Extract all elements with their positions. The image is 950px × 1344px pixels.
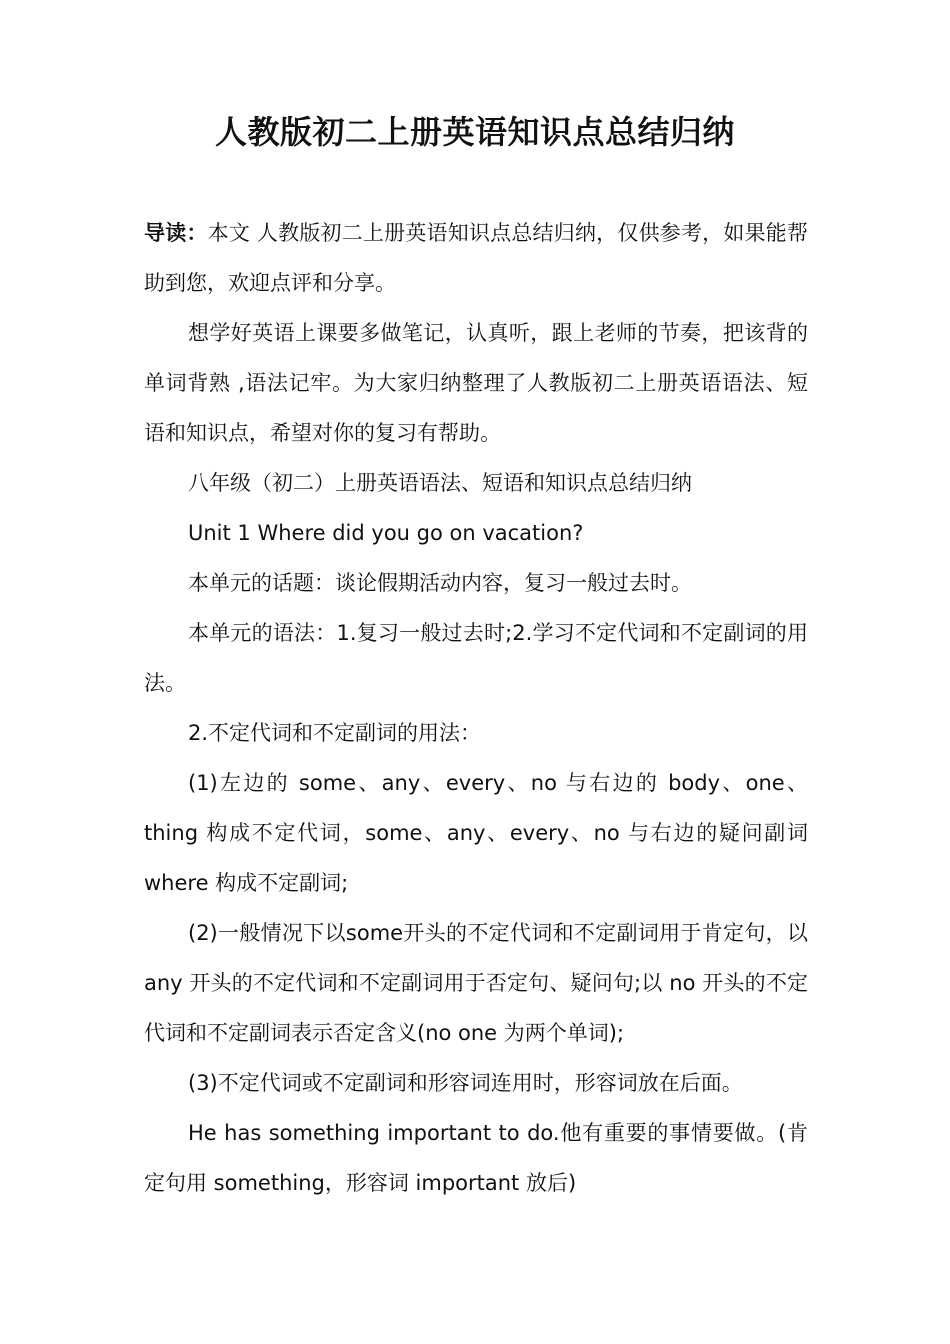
paragraph-rule-1: (1)左边的 some、any、every、no 与右边的 body、one、thing 构成不定代词，some、any、every、no 与右边的疑问副词 where 构成不定副词; [144, 771, 808, 895]
paragraph-usage-heading: 2.不定代词和不定副词的用法： [188, 721, 482, 745]
paragraph-section-heading: 八年级（初二）上册英语语法、短语和知识点总结归纳 [188, 471, 692, 495]
document-body [144, 208, 808, 1208]
paragraph-study-advice: 想学好英语上课要多做笔记，认真听，跟上老师的节奏，把该背的单词背熟 ,语法记牢。为大家归纳整理了人教版初二上册英语语法、短语和知识点，希望对你的复习有帮助。 [144, 321, 808, 445]
document-title: 人教版初二上册英语知识点总结归纳 [214, 113, 735, 151]
paragraph-rule-2: (2)一般情况下以some开头的不定代词和不定副词用于肯定句，以 any 开头的不定代词和不定副词用于否定句、疑问句;以 no 开头的不定代词和不定副词表示否定含义(no one 为两个单词); [144, 921, 808, 1045]
intro-paragraph [144, 208, 808, 308]
intro-text: 本文 人教版初二上册英语知识点总结归纳，仅供参考，如果能帮助到您，欢迎点评和分享。 [144, 221, 808, 295]
paragraph-rule-3: (3)不定代词或不定副词和形容词连用时，形容词放在后面。 [188, 1071, 743, 1095]
intro-label: 导读： [144, 221, 208, 245]
paragraph-unit-grammar: 本单元的语法：1.复习一般过去时;2.学习不定代词和不定副词的用法。 [144, 621, 808, 695]
paragraph-unit-topic: 本单元的话题：谈论假期活动内容，复习一般过去时。 [188, 571, 692, 595]
paragraph-unit-title: Unit 1 Where did you go on vacation? [188, 521, 584, 545]
paragraph-example: He has something important to do.他有重要的事情要做。(肯定句用 something，形容词 important 放后) [144, 1121, 808, 1195]
